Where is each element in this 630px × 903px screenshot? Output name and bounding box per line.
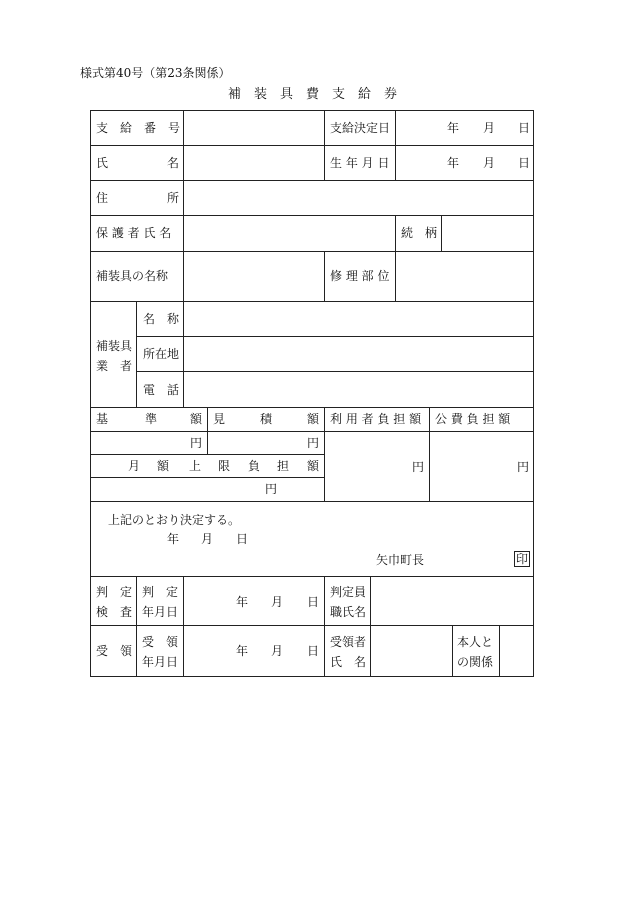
label-denwa: 電 話: [143, 383, 180, 397]
label-mitsumori: 見: [213, 412, 226, 426]
label-hogosha: 保 護 者 氏 名: [96, 226, 172, 240]
label-meisho: 名 称: [143, 312, 180, 326]
label-juryo-sha: 氏 名: [330, 655, 367, 669]
form-number: 様式第40号（第23条関係）: [80, 66, 231, 80]
label-seinengappi: 生 年 月 日: [330, 156, 390, 170]
label-shuri-bui: 修 理 部 位: [330, 269, 390, 283]
form-title: 補 装 具 費 支 給 券: [228, 87, 398, 102]
label-gyosha: 業 者: [96, 359, 133, 373]
label-zokugara: 続 柄: [401, 226, 438, 240]
label-shimei: 名: [167, 156, 180, 170]
label-mitsumori: 額: [307, 412, 320, 426]
label-mitsumori: 積: [260, 412, 273, 426]
label-hosougu-meisho: 補装具の名称: [96, 269, 169, 283]
label-shikyu-bango: 支 給 番 号: [96, 121, 181, 135]
date-year-label: 年: [447, 121, 460, 135]
label-kankei: 本人と: [457, 635, 494, 649]
yen-unit: 円: [517, 460, 530, 474]
label-juryo-date: 受 領: [142, 635, 179, 649]
date-month-label: 月: [483, 121, 496, 135]
date-month-label: 月: [271, 644, 284, 658]
label-gekkan: 限: [218, 459, 231, 473]
date-year-label: 年: [236, 644, 249, 658]
date-day-label: 日: [518, 121, 531, 135]
label-kijun: 準: [145, 412, 158, 426]
date-day-label: 日: [518, 156, 531, 170]
label-gekkan: 負: [248, 459, 261, 473]
yen-unit: 円: [265, 482, 278, 496]
label-gyosha: 補装具: [96, 339, 133, 353]
label-jusho: 住: [96, 191, 109, 205]
label-gekkan: 月: [128, 459, 141, 473]
mayor-title: 矢巾町長: [376, 553, 425, 567]
date-year-label: 年: [236, 595, 249, 609]
yen-unit: 円: [190, 436, 203, 450]
decision-text: 上記のとおり決定する。: [108, 513, 241, 527]
label-kohi-futan: 公 費 負 担 額: [435, 412, 511, 426]
seal-mark: 印: [516, 552, 529, 566]
label-gekkan: 額: [157, 459, 170, 473]
date-month-label: 月: [271, 595, 284, 609]
label-kijun: 基: [96, 412, 109, 426]
label-kankei: の関係: [457, 655, 494, 669]
date-year-label: 年: [447, 156, 460, 170]
label-kijun: 額: [190, 412, 203, 426]
date-month-label: 月: [483, 156, 496, 170]
label-gekkan: 上: [189, 459, 202, 473]
label-shikyu-kettei-bi: 支給決定日: [330, 121, 391, 135]
date-day-label: 日: [307, 644, 320, 658]
label-juryo: 受 領: [96, 644, 133, 658]
label-shimei: 氏: [96, 156, 109, 170]
label-hantei-date: 年月日: [142, 605, 179, 619]
label-hantei-staff: 職氏名: [330, 605, 367, 619]
label-jusho: 所: [167, 191, 180, 205]
label-hantei-staff: 判定員: [330, 585, 367, 599]
label-hantei-date: 判 定: [142, 585, 179, 599]
date-month-label: 月: [201, 532, 214, 546]
label-shozaichi: 所在地: [143, 347, 180, 361]
yen-unit: 円: [307, 436, 320, 450]
label-hantei: 検 査: [96, 605, 133, 619]
label-gekkan: 担: [277, 459, 290, 473]
label-riyosha-futan: 利 用 者 負 担 額: [330, 412, 422, 426]
label-juryo-date: 年月日: [142, 655, 179, 669]
date-day-label: 日: [307, 595, 320, 609]
label-juryo-sha: 受領者: [330, 635, 367, 649]
label-hantei: 判 定: [96, 585, 133, 599]
date-day-label: 日: [236, 532, 249, 546]
yen-unit: 円: [412, 460, 425, 474]
date-year-label: 年: [167, 532, 180, 546]
label-gekkan: 額: [307, 459, 320, 473]
